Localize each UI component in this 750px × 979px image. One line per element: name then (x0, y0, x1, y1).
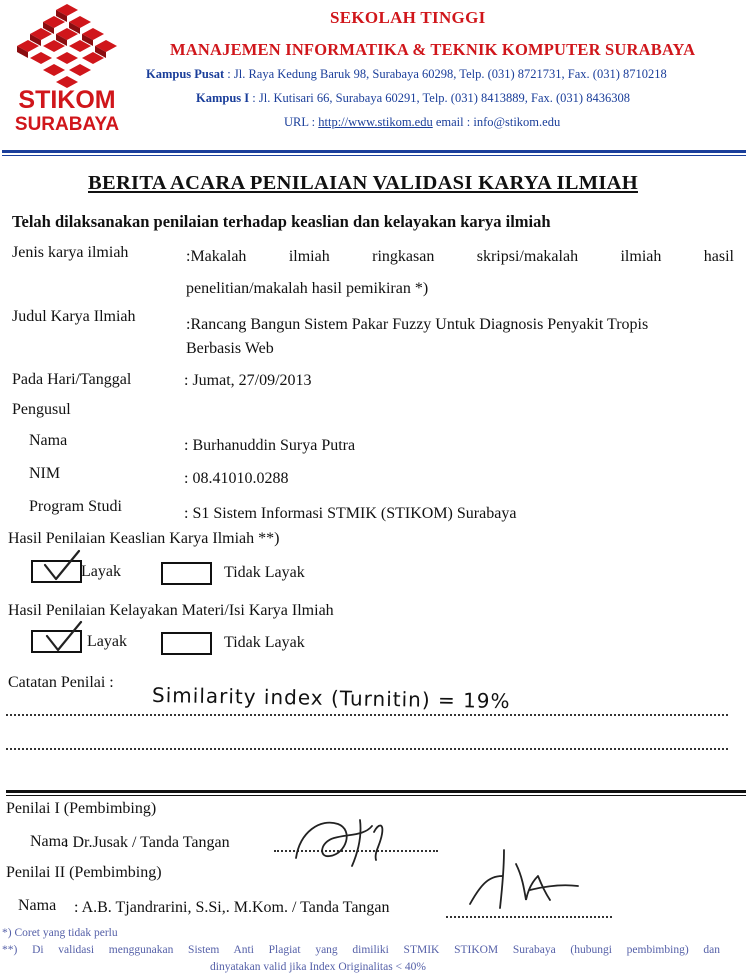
keaslian-tidak-layak-label: Tidak Layak (224, 564, 305, 581)
nama-value: : Burhanuddin Surya Putra (184, 437, 356, 454)
nim-value: : 08.41010.0288 (184, 470, 289, 487)
kelayakan-layak-label: Layak (87, 633, 127, 650)
judul-value-line1: :Rancang Bangun Sistem Pakar Fuzzy Untuk Diagnosis Penyakit Tropis (186, 316, 649, 333)
address-kampus-pusat (146, 67, 667, 82)
logo-text-stikom: STIKOM (18, 86, 116, 114)
address-kampus-1 (196, 91, 630, 106)
footnote-2-line2: dinyatakan valid jika Index Originalitas < 40% (210, 961, 426, 973)
kelayakan-tidak-layak-checkbox[interactable] (161, 632, 212, 655)
email-text: email : info@stikom.edu (432, 115, 561, 129)
keaslian-tidak-layak-checkbox[interactable] (161, 562, 212, 585)
keaslian-check-icon (42, 549, 82, 583)
nama-label: Nama (29, 432, 68, 449)
prodi-label: Program Studi (29, 498, 122, 515)
url-label: URL : (284, 115, 319, 129)
stikom-logo (8, 2, 126, 134)
penilai1-name: : Dr.Jusak / Tanda Tangan (64, 834, 230, 851)
prodi-value: : S1 Sistem Informasi STMIK (STIKOM) Surabaya (184, 505, 517, 522)
judul-label: Judul Karya Ilmiah (12, 308, 136, 325)
notes-dotted-line-2 (6, 748, 728, 750)
tanggal-value: : Jumat, 27/09/2013 (184, 372, 312, 389)
penilai2-signature (466, 846, 584, 916)
footnote-2-line1: **) Di validasi menggunakan Sistem Anti Plagiat yang dimiliki STMIK STIKOM Surabaya (hubungi pembimbing) dan (2, 944, 720, 956)
penilai2-name: : A.B. Tjandrarini, S.Si,. M.Kom. / Tanda Tangan (74, 899, 390, 916)
letterhead-divider-thin (2, 155, 746, 156)
kampus-1-label: Kampus I (196, 91, 250, 105)
institution-line-2: MANAJEMEN INFORMATIKA & TEKNIK KOMPUTER SURABAYA (170, 40, 696, 59)
document-title: BERITA ACARA PENILAIAN VALIDASI KARYA ILMIAH (88, 172, 638, 194)
logo-text-surabaya: SURABAYA (14, 114, 120, 134)
address-url-email (284, 115, 560, 130)
penilai2-nama-label: Nama (18, 897, 57, 914)
footnote-1: *) Coret yang tidak perlu (2, 927, 118, 939)
notes-dotted-line-1 (6, 714, 728, 716)
institution-line-1: SEKOLAH TINGGI (330, 8, 486, 27)
penilai1-label: Penilai I (Pembimbing) (6, 800, 157, 817)
kampus-pusat-label: Kampus Pusat (146, 67, 225, 81)
keaslian-layak-label: Layak (81, 563, 121, 580)
jenis-value-line1: :Makalah ilmiah ringkasan skripsi/makalah ilmiah hasil (186, 248, 734, 265)
kampus-1-text: : Jl. Kutisari 66, Surabaya 60291, Telp. (031) 8413889, Fax. (031) 8436308 (252, 91, 630, 105)
pengusul-label: Pengusul (12, 401, 71, 418)
keaslian-label: Hasil Penilaian Keaslian Karya Ilmiah **) (8, 530, 280, 547)
kelayakan-tidak-layak-label: Tidak Layak (224, 634, 305, 651)
section-divider-thin (6, 795, 746, 796)
judul-value-line2: Berbasis Web (186, 340, 274, 357)
handwritten-similarity-note: Similarity index (Turnitin) = 19% (151, 682, 511, 714)
nim-label: NIM (29, 465, 61, 482)
section-divider (6, 790, 746, 793)
letterhead-divider (2, 150, 746, 153)
catatan-label: Catatan Penilai : (8, 674, 114, 691)
jenis-label: Jenis karya ilmiah (12, 244, 129, 261)
kelayakan-check-icon (44, 620, 84, 654)
intro-statement: Telah dilaksanakan penilaian terhadap keaslian dan kelayakan karya ilmiah (12, 212, 551, 231)
penilai1-nama-label: Nama (30, 833, 69, 850)
penilai2-label: Penilai II (Pembimbing) (6, 864, 162, 881)
kelayakan-label: Hasil Penilaian Kelayakan Materi/Isi Karya Ilmiah (8, 602, 334, 619)
tanggal-label: Pada Hari/Tanggal (12, 371, 132, 388)
jenis-value-line2: penelitian/makalah hasil pemikiran *) (186, 280, 429, 297)
kampus-pusat-text: : Jl. Raya Kedung Baruk 98, Surabaya 60298, Telp. (031) 8721731, Fax. (031) 8710218 (227, 67, 667, 81)
website-link[interactable]: http://www.stikom.edu (318, 115, 433, 129)
penilai1-signature (290, 812, 400, 872)
